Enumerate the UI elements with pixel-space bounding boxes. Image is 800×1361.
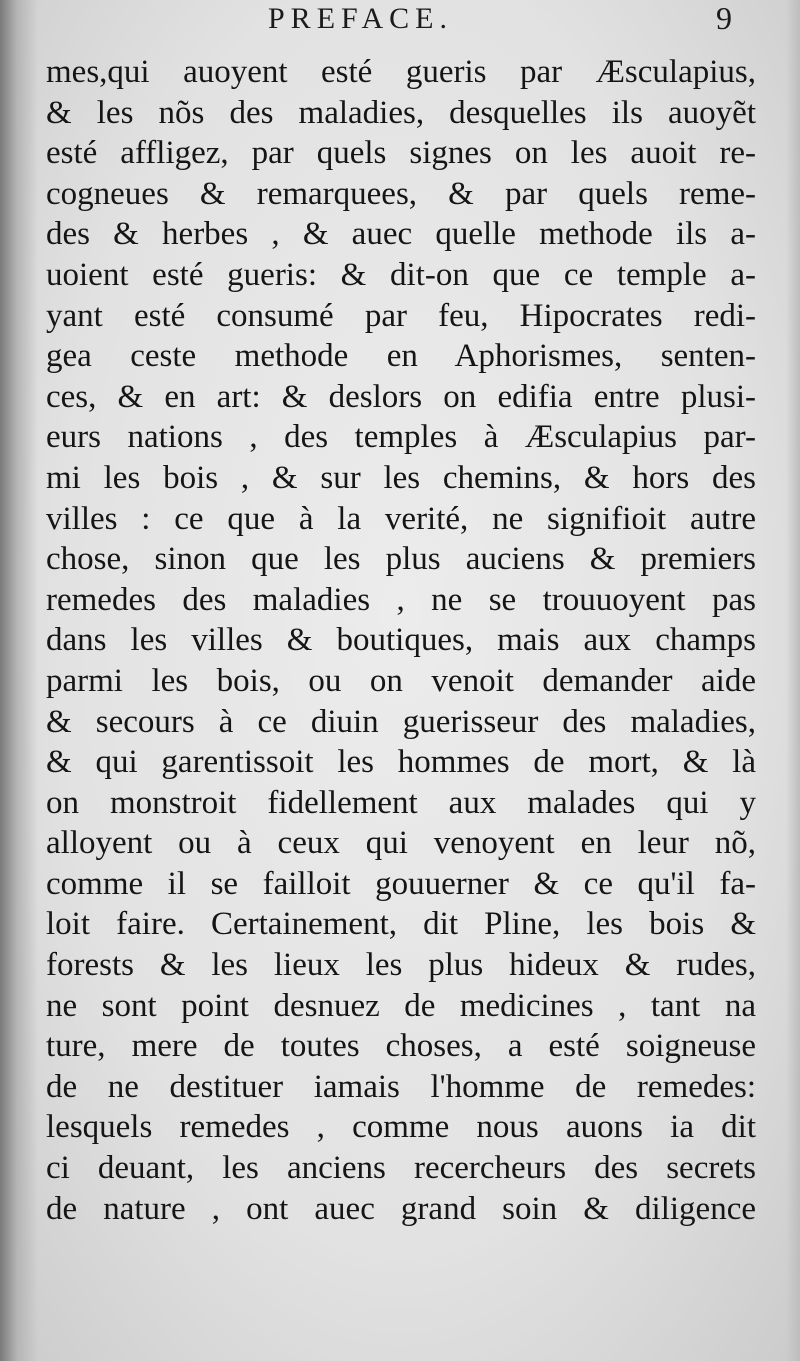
text-line: comme il se failloit gouuerner & ce qu'il fa-: [46, 865, 756, 902]
text-line: forests & les lieux les plus hideux & rudes,: [46, 947, 756, 984]
text-line: dans les villes & boutiques, mais aux champs: [46, 622, 756, 659]
text-line: & les nõs des maladies, desquelles ils auoyẽt: [46, 94, 756, 131]
text-line: & qui garentissoit les hommes de mort, & là: [46, 744, 756, 781]
text-line: remedes des maladies , ne se trouuoyent pas: [46, 581, 756, 618]
running-head: [0, 2, 800, 42]
text-line: lesquels remedes , comme nous auons ia dit: [46, 1109, 756, 1146]
running-title: PREFACE.: [268, 2, 453, 35]
text-line: esté affligez, par quels signes on les auoit re-: [46, 135, 756, 172]
page-edge: [786, 0, 800, 1361]
text-line: des & herbes , & auec quelle methode ils a-: [46, 216, 756, 253]
page-number: 9: [716, 0, 732, 36]
text-line: de nature , ont auec grand soin & diligence: [46, 1190, 756, 1227]
text-line: cogneues & remarquees, & par quels reme-: [46, 175, 756, 212]
text-line: eurs nations , des temples à Æsculapius par-: [46, 419, 756, 456]
text-line: mes,qui auoyent esté gueris par Æsculapius,: [46, 54, 756, 90]
text-line: alloyent ou à ceux qui venoyent en leur nõ,: [46, 825, 756, 862]
text-line: ci deuant, les anciens recercheurs des secrets: [46, 1150, 756, 1187]
body-text: [46, 52, 756, 1229]
text-line: mi les bois , & sur les chemins, & hors des: [46, 459, 756, 496]
text-line: de ne destituer iamais l'homme de remedes:: [46, 1068, 756, 1105]
text-line: ne sont point desnuez de medicines , tant na: [46, 987, 756, 1024]
text-line: loit faire. Certainement, dit Pline, les bois &: [46, 906, 756, 943]
text-line: parmi les bois, ou on venoit demander aide: [46, 662, 756, 699]
text-line: ces, & en art: & deslors on edifia entre plusi-: [46, 378, 756, 415]
text-line: gea ceste methode en Aphorismes, senten-: [46, 338, 756, 375]
text-line: on monstroit fidellement aux malades qui y: [46, 784, 756, 821]
text-line: uoient esté gueris: & dit-on que ce temple a-: [46, 256, 756, 293]
text-line: villes : ce que à la verité, ne signifioit autre: [46, 500, 756, 537]
text-line: chose, sinon que les plus auciens & premiers: [46, 541, 756, 578]
gutter-shadow: [0, 0, 38, 1361]
text-line: & secours à ce diuin guerisseur des maladies,: [46, 703, 756, 740]
text-line: ture, mere de toutes choses, a esté soigneuse: [46, 1028, 756, 1065]
text-line: yant esté consumé par feu, Hipocrates redi-: [46, 297, 756, 334]
